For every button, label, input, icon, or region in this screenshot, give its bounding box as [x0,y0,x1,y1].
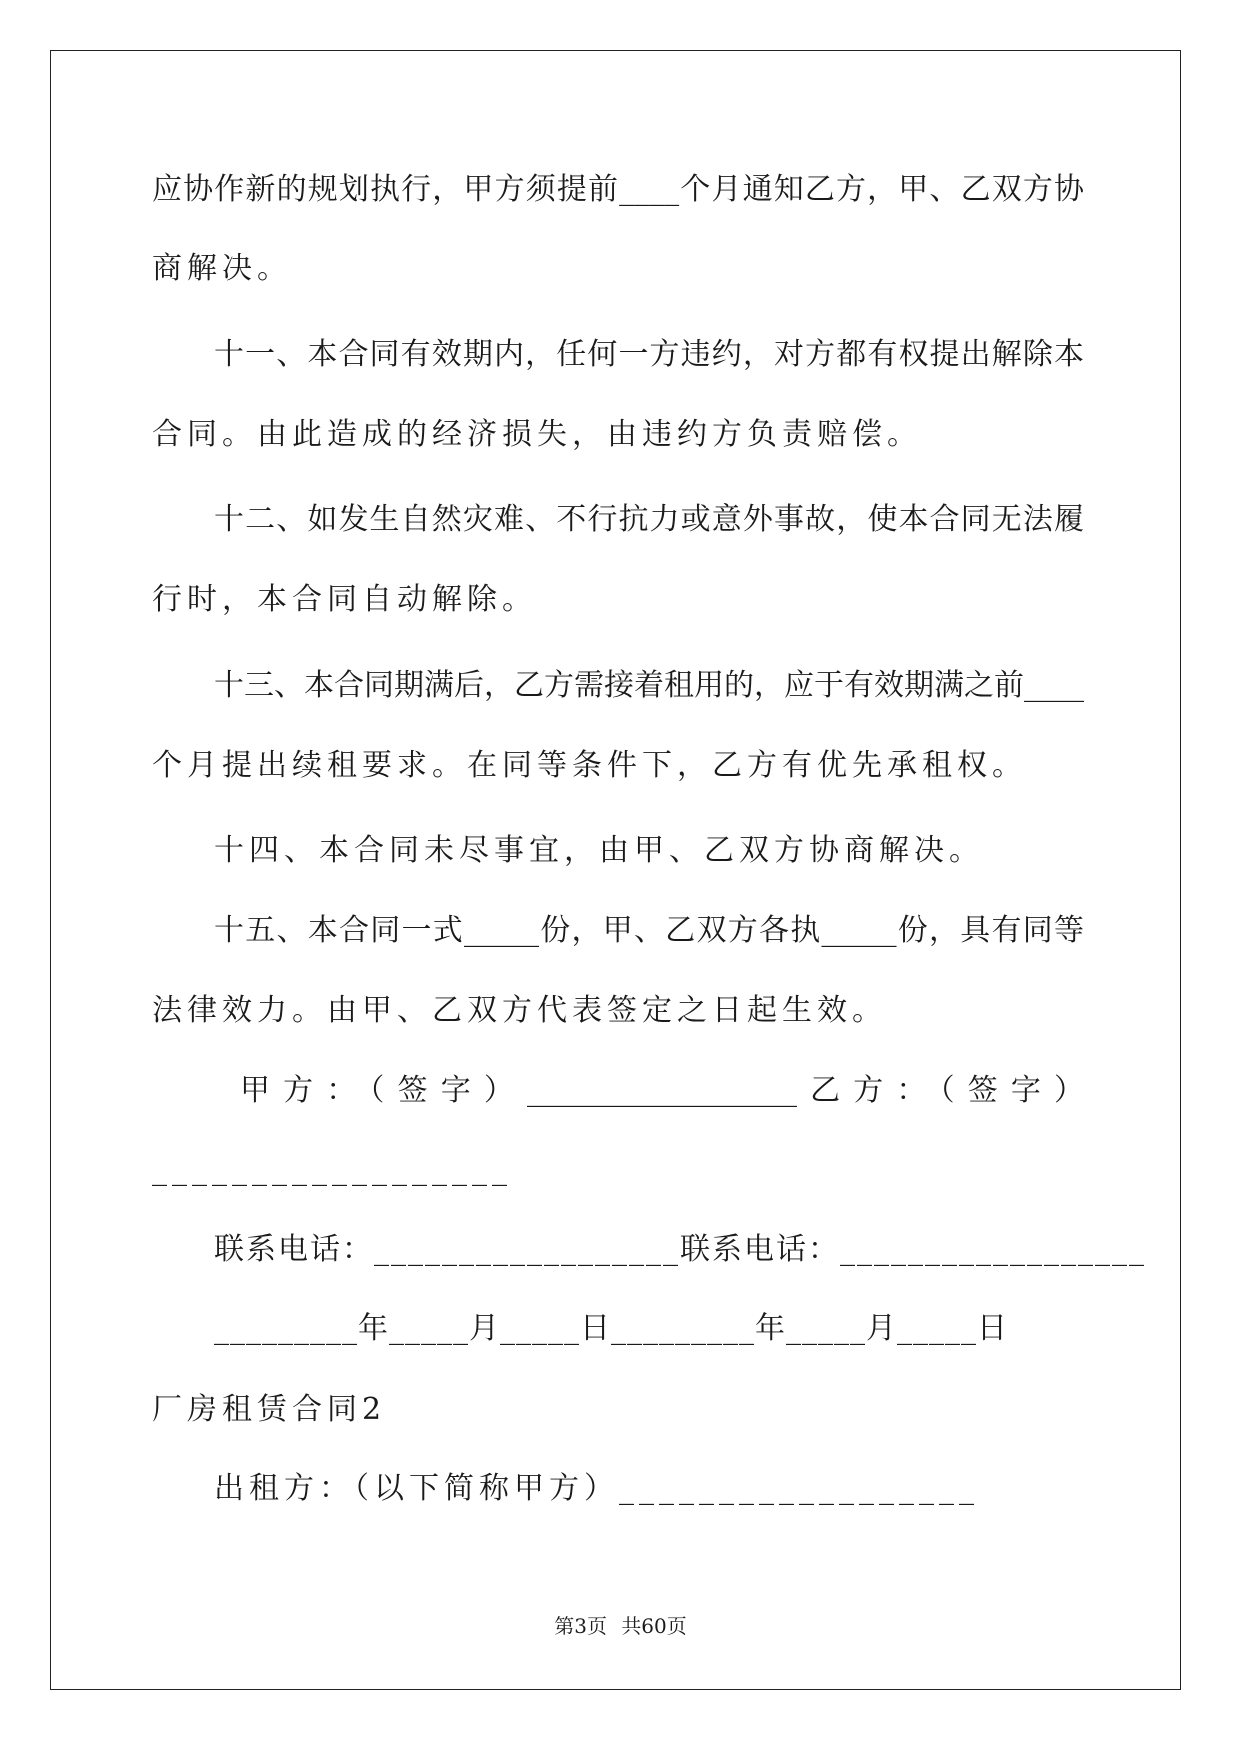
section-title: 厂房租赁合同2 [152,1392,387,1427]
clause-15-line-2: 法律效力。由甲、乙双方代表签定之日起生效。 [152,993,887,1028]
signature-line-continued: __________________ [152,1152,512,1187]
page-number: 第3页 [554,1614,607,1638]
clause-12-line-2: 行时，本合同自动解除。 [152,582,537,617]
paragraph-10-line-2: 商解决。 [152,251,292,286]
paragraph-10-line-1: 应协作新的规划执行，甲方须提前____个月通知乙方，甲、乙双方协 [152,172,1084,207]
clause-12-line-1: 十二、如发生自然灾难、不行抗力或意外事故，使本合同无法履 [214,502,1084,537]
contact-phone-line: 联系电话：__________________联系电话：__________________ [214,1232,1146,1267]
clause-15-line-1: 十五、本合同一式_____份，甲、乙双方各执_____份，具有同等 [214,913,1084,948]
page-total: 共60页 [621,1614,687,1638]
clause-13-line-1: 十三、本合同期满后，乙方需接着租用的，应于有效期满之前____ [214,668,1084,703]
signature-line: 甲方：（签字）__________________乙方：（签字） [240,1073,1084,1108]
date-line: _________年_____月_____日_________年_____月_____日 [214,1311,1008,1346]
lessor-line: 出租方：（以下简称甲方）__________________ [214,1471,979,1506]
clause-11-line-1: 十一、本合同有效期内，任何一方违约，对方都有权提出解除本 [214,337,1084,372]
clause-11-line-2: 合同。由此造成的经济损失，由违约方负责赔偿。 [152,417,922,452]
clause-13-line-2: 个月提出续租要求。在同等条件下，乙方有优先承租权。 [152,748,1027,783]
page-footer [0,1610,1241,1639]
clause-14: 十四、本合同未尽事宜，由甲、乙双方协商解决。 [214,833,984,868]
